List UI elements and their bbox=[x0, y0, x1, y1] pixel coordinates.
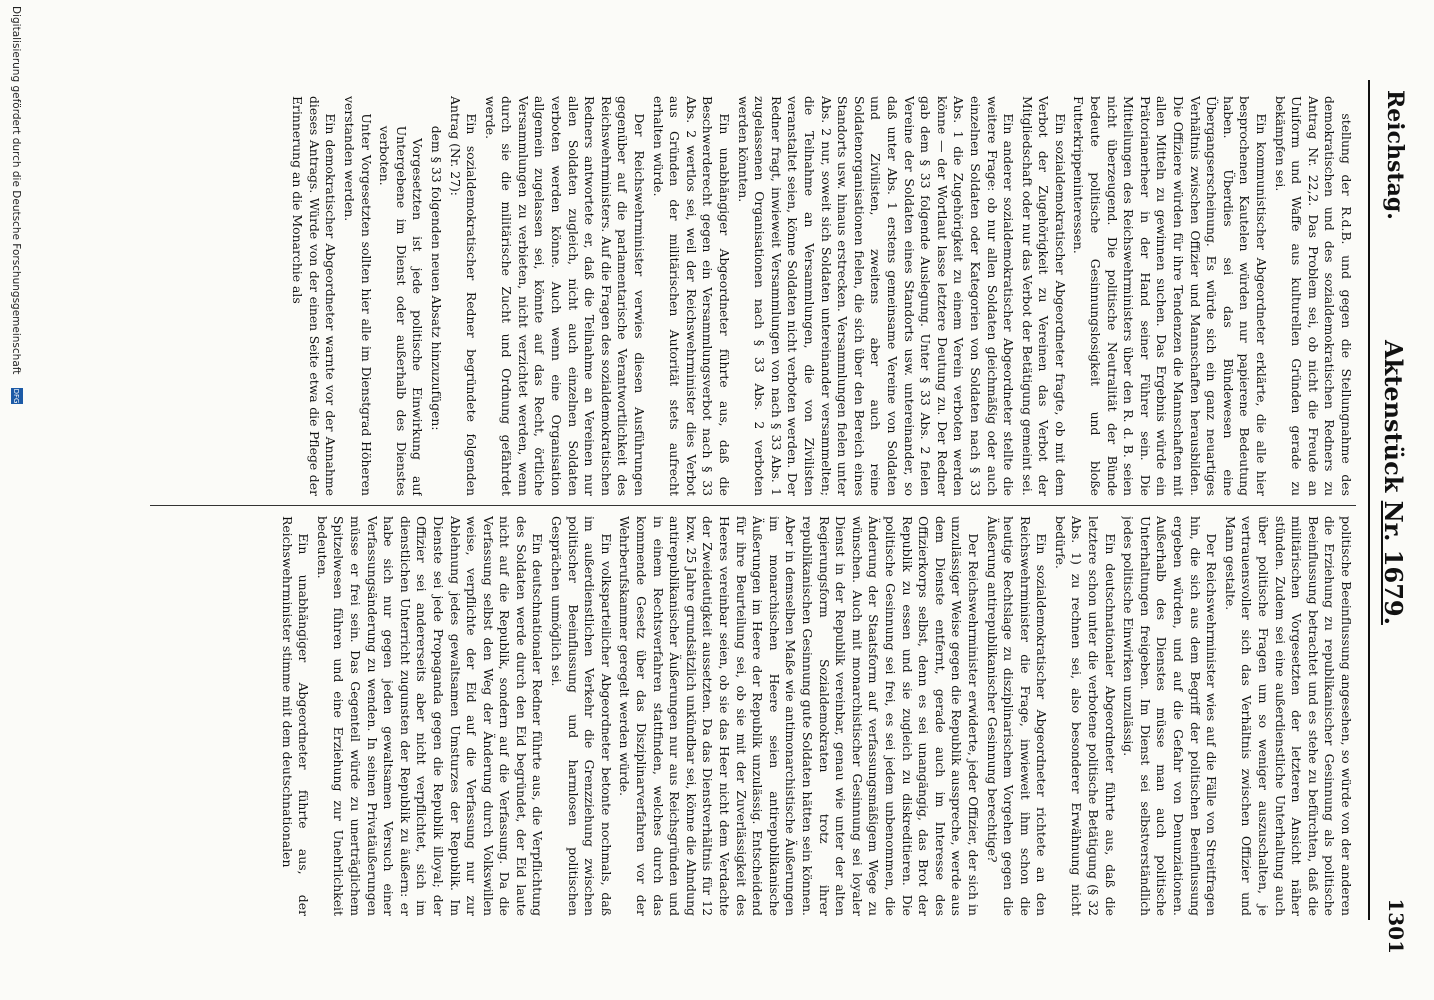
funding-note: Digitalisierung gefördert durch die Deutsche Forschungsgemeinschaft bbox=[10, 6, 22, 375]
paragraph: Unter Vorgesetzten sollten hier alle im Dienstgrad Höheren verstanden werden. bbox=[341, 96, 374, 496]
header-aktenstueck-number: Nr. 1679. bbox=[1379, 500, 1408, 625]
paragraph: Ein sozialdemokratischer Abgeordneter fragte, ob mit dem Verbot der Zugehörigkeit zu Vereinen das Verbot der Mitgliedschaft oder nur das Verbot der Betätigung gemeint sei. bbox=[1019, 96, 1068, 496]
paragraph: Ein sozialdemokratischer Abgeordneter richtete an den Reichswehrminister die Frage, inwieweit ihm schon die heutige Rechtslage zu disziplinarischem Vorgehen gegen die Äußerung antirepublikanischer Gesinnung berechtige? bbox=[984, 516, 1050, 916]
page-header bbox=[1374, 40, 1414, 960]
paragraph: Ein anderer sozialdemokratischer Abgeordneter stellte die weitere Frage: ob nur allen Soldaten gleichmäßig oder auch einzelnen Soldaten oder Kategorien von Soldaten nach § 33 Abs. 1 die Zugehörigkeit zu einem Verein verboten werden könne — der Wortlaut lasse letztere Deutung zu. Der Redner gab dem § 33 folgende Auslegung. Unter § 33 Abs. 2 fielen Vereine der Soldaten eines Standorts usw. untereinander, so daß unter Abs. 1 erstens gemeinsame Vereine von Soldaten und Zivilisten, zweitens aber auch reine Soldatenorganisationen fielen, die sich über den Bereich eines Standorts usw. hinaus erstrecken. Versammlungen fielen unter Abs. 2 nur, soweit sich Soldaten untereinander versammelten; die Teilnahme an Versammlungen, die von Zivilisten veranstaltet seien, könne Soldaten nicht verboten werden. Der Redner fragt, inwieweit Versammlungen von nach § 33 Abs. 1 zugelassenen Organisationen nach § 33 Abs. 2 verboten werden könnten. bbox=[735, 96, 1017, 496]
header-rule bbox=[1368, 80, 1370, 920]
paragraph: Ein unabhängiger Abgeordneter führte aus, daß die Beschwerderecht gegen ein Versammlungsverbot nach § 33 Abs. 2 wertlos sei, weil der Reichswehrminister dies Verbot aus Gründen der militärischen Autorität stets aufrecht erhalten würde. bbox=[650, 96, 733, 496]
paragraph: Ein kommunistischer Abgeordneter erklärte, die alle hier besprochenen Kautelen würden nur papierene Bedeutung haben. Überdies sei das Bündewesen eine Übergangserscheinung. Es würde sich ein ganz neuartiges Verhältnis zwischen Offizier und Mannschaften herausbilden. Die Offiziere würden für ihre Tendenzen die Mannschaften mit allen Mitteln zu gewinnen suchen. Das Ergebnis würde ein Prätorianerheer in der Hand seiner Führer sein. Die Mitteilungen des Reichswehrministers über den R. d. B. seien nicht überzeugend. Die politische Neutralität der Bünde bedeute politische Gesinnungslosigkeit und bloße Futterkrippeninteressen. bbox=[1071, 96, 1270, 496]
paragraph: Der Reichswehrminister erwiderte, jeder Offizier, der sich in unzulässiger Weise gegen die Republik ausspreche, werde aus dem Dienste entfernt, gerade auch im Interesse des Offizierkorps selbst, denn es sei unangängig, das Brot der Republik zu essen und sie zugleich zu diskreditieren. Die politische Gesinnung sei frei, es sei jedem unbenommen, die Änderung der Staatsform auf verfassungsmäßigem Wege zu wünschen. Auch mit monarchistischer Gesinnung sei loyaler Dienst in der Republik vereinbar, genau wie unter der alten Regierungsform Sozialdemokraten trotz ihrer republikanischen Gesinnung gute Soldaten hätten sein können. Aber in demselben Maße wie antimonarchistische Äußerungen im monarchischen Heere seien antirepublikanische Äußerungen im Heere der Republik unzulässig. Entscheidend für ihre Beurteilung sei, ob sie mit der Zuverlässigkeit des Heeres vereinbar seien, ob sie das Heer nicht dem Verdachte der Zweideutigkeit aussetzten. Da das Dienstverhältnis für 12 bzw. 25 Jahre grundsätzlich unkündbar sei, könne die Ahndung antirepublikanischer Äußerungen nur aus Reichsgründen und in einem Rechtsverfahren stattfinden, welches durch das kommende Gesetz über das Disziplinarverfahren vor der Wehrberufskammer geregelt werden würde. bbox=[617, 516, 981, 916]
header-aktenstueck bbox=[1379, 340, 1408, 625]
paragraph: Ein volksparteilicher Abgeordneter betonte nochmals, daß im außerdienstlichen Verkehr die Grenzziehung zwischen politischer Beeinflussung und harmlosen politischen Gesprächen unmöglich sei. bbox=[549, 516, 614, 916]
dfg-logo-icon bbox=[11, 388, 23, 404]
right-column bbox=[130, 516, 1354, 916]
dfg-logo-label: DFG bbox=[12, 388, 20, 404]
header-reichstag: Reichstag. bbox=[1382, 90, 1408, 220]
paragraph: Ein demokratischer Abgeordneter warnte vor der Annahme dieses Antrags. Würde von der einen Seite etwa die Pflege der Erinnerung an die Monarchie als bbox=[290, 96, 339, 496]
paragraph: Ein sozialdemokratischer Redner begründete folgenden Antrag (Nr. 27): bbox=[447, 96, 480, 496]
paragraph: Der Reichswehrminister verwies diesen Ausführungen gegenüber auf die parlamentarische Verantwortlichkeit des Reichswehrministers. Auf die Fragen des sozialdemokratischen Redners antwortete er, daß die Teilnahme an Vereinen nur allen Soldaten zugleich, nicht auch einzelnen Soldaten verboten werden könne. Auch wenn eine Organisation allgemein zugelassen sei, könnte auf das Recht, örtliche Versammlungen zu verbieten, nicht verzichtet werden, wenn durch sie die militärische Zucht und Ordnung gefährdet werde. bbox=[482, 96, 648, 496]
paragraph: politische Beeinflussung angesehen, so würde von der anderen die Erziehung zu republikanischer Gesinnung als politische Beeinflussung betrachtet und es stehe zu befürchten, daß die militärischen Vorgesetzten der letzteren Ansicht näher stünden. Zudem sei eine außerdienstliche Unterhaltung auch über politische Fragen um so weniger auszuschalten, je vertrauensvoller sich das Verhältnis zwischen Offizier und Mann gestalte. bbox=[1222, 516, 1354, 916]
paragraph: dem § 33 folgenden neuen Absatz hinzuzufügen: bbox=[428, 125, 444, 431]
paragraph: Ein deutschnationaler Redner führte aus, die Verpflichtung des Soldaten werde durch den Eid begründet, der Eid laute nicht auf die Republik, sondern auf die Verfassung. Da die Verfassung selbst den Weg der Änderung durch Volkswillen weise, verpflichte der Eid auf die Verfassung nur zur Ablehnung jedes gewaltsamen Umsturzes der Republik. Im Dienste sei jede Propaganda gegen die Republik illoyal; der Offizier sei andererseits aber nicht verpflichtet, sich im dienstlichen Unterricht zugunsten der Republik zu äußern: er habe sich nur gegen jeden gewaltsamen Versuch einer Verfassungsänderung zu wenden. In seinen Privatäußerungen müsse er frei sein. Das Gegenteil würde zu unerträglichem Spitzelwesen führen und eine Erziehung zur Unehrlichkeit bedeuten. bbox=[314, 516, 546, 916]
header-aktenstueck-label: Aktenstück bbox=[1379, 340, 1408, 501]
paragraph: Ein deutschnationaler Abgeordneter führte aus, daß die letztere schon unter die verbotene politische Betätigung (§ 32 Abs. 1) zu rechnen sei, also besonderer Erwähnung nicht bedürfe. bbox=[1052, 516, 1118, 916]
paragraph: Der Reichswehrminister wies auf die Fälle von Streitfragen hin, die sich aus dem Begriff der politischen Beeinflussung ergeben würden, und auf die Gefahr von Denunziationen. Außerhalb des Dienstes müsse man auch politische Unterhaltungen freigeben. Im Dienst sei selbstverständlich jedes politische Einwirken unzulässig. bbox=[1121, 516, 1220, 916]
page-footer bbox=[4, 0, 26, 1000]
left-column bbox=[130, 96, 1354, 496]
paragraph: Vorgesetzten ist jede politische Einwirkung auf Untergebene im Dienst oder außerhalb des Dienstes verboten. bbox=[377, 125, 426, 496]
page-number: 1301 bbox=[1384, 898, 1408, 954]
column-divider bbox=[150, 505, 1356, 506]
paragraph: Ein unabhängiger Abgeordneter führte aus, der Reichswehrminister stimme mit dem deutschnationalen bbox=[279, 516, 312, 916]
paragraph: stellung der R.d.B. und gegen die Stellungnahme des demokratischen und des sozialdemokratischen Redners zu Antrag Nr. 22,2. Das Problem sei, ob nicht die Freude an Uniform und Waffe aus kulturellen Gründen gerade zu bekämpfen sei. bbox=[1272, 96, 1354, 496]
